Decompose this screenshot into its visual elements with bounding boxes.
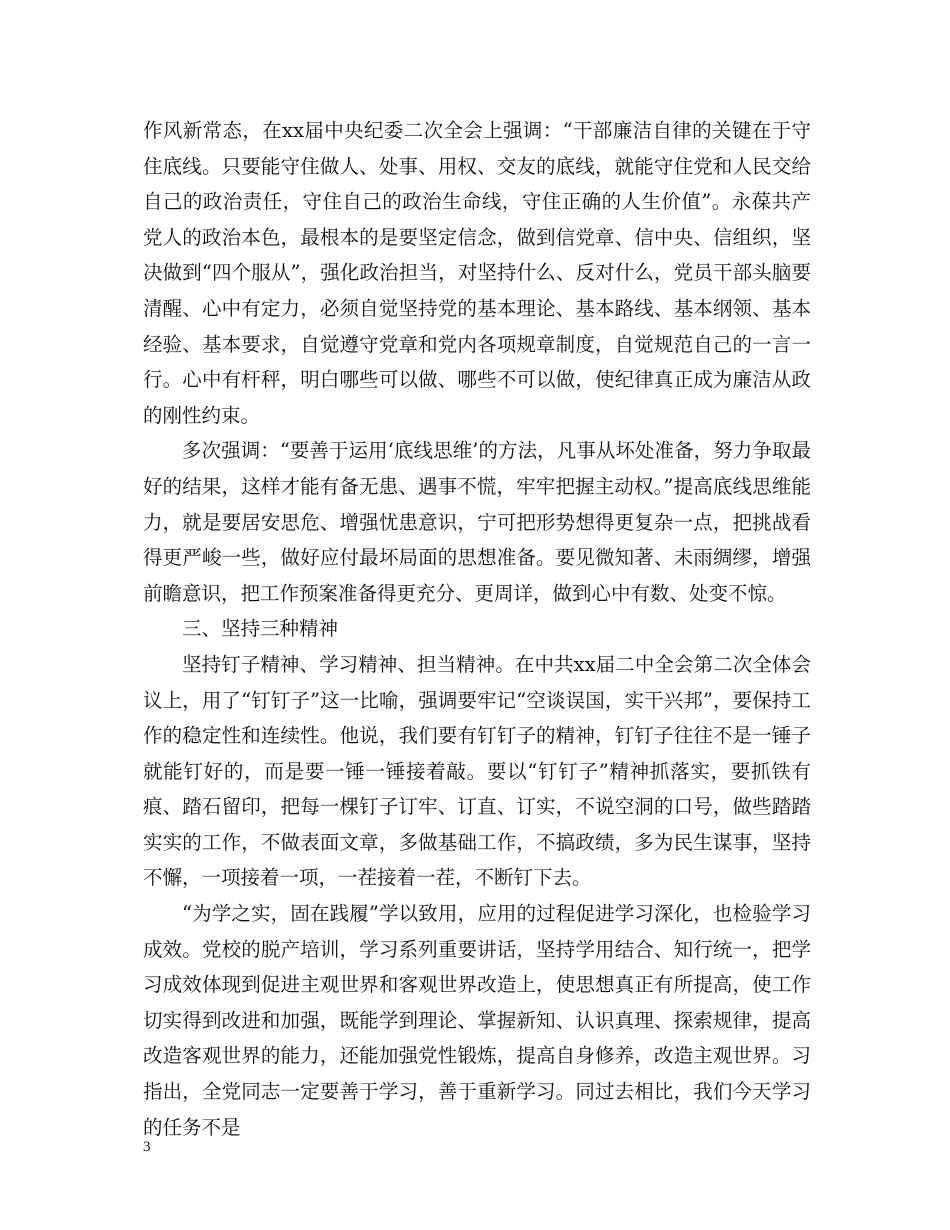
paragraph-2: 多次强调：“要善于运用‘底线思维’的方法，凡事从坏处准备，努力争取最好的结果，这样才能有备无患、遇事不慌，牢牢把握主动权。”提高底线思维能力，就是要居安思危、增强忧患意识，宁可把形势想得更复杂一点，把挑战看得更严峻一些，做好应付最坏局面的思想准备。要见微知著、未雨绸缪，增强前瞻意识，把工作预案准备得更充分、更周详，做到心中有数、处变不惊。	[143, 439, 811, 605]
page-number: 3	[143, 1139, 151, 1155]
body-text	[143, 113, 811, 1145]
paragraph-4: “为学之实，固在践履”学以致用，应用的过程促进学习深化，也检验学习成效。党校的脱产培训，学习系列重要讲话，坚持学用结合、知行统一，把学习成效体现到促进主观世界和客观世界改造上，使思想真正有所提高，使工作切实得到改进和加强，既能学到理论、掌握新知、认识真理、探索规律，提高改造客观世界的能力，还能加强党性锻炼，提高自身修养，改造主观世界。习指出，全党同志一定要善于学习，善于重新学习。同过去相比，我们今天学习的任务不是	[143, 902, 811, 1139]
paragraph-1: 作风新常态，在xx届中央纪委二次全会上强调：“干部廉洁自律的关键在于守住底线。只要能守住做人、处事、用权、交友的底线，就能守住党和人民交给自己的政治责任，守住自己的政治生命线，守住正确的人生价值”。永葆共产党人的政治本色，最根本的是要坚定信念，做到信党章、信中央、信组织，坚决做到“四个服从”，强化政治担当，对坚持什么、反对什么，党员干部头脑要清醒、心中有定力，必须自觉坚持党的基本理论、基本路线、基本纲领、基本经验、基本要求，自觉遵守党章和党内各项规章制度，自觉规范自己的一言一行。心中有杆秤，明白哪些可以做、哪些不可以做，使纪律真正成为廉洁从政的刚性约束。	[143, 119, 811, 427]
section-heading: 三、坚持三种精神	[182, 617, 339, 641]
paragraph-3: 坚持钉子精神、学习精神、担当精神。在中共xx届二中全会第二次全体会议上，用了“钉钉子”这一比喻，强调要牢记“空谈误国，实干兴邦”，要保持工作的稳定性和连续性。他说，我们要有钉钉子的精神，钉钉子往往不是一锤子就能钉好的，而是要一锤一锤接着敲。要以“钉钉子”精神抓落实，要抓铁有痕、踏石留印，把每一棵钉子订牢、订直、订实，不说空洞的口号，做些踏踏实实的工作，不做表面文章，多做基础工作，不搞政绩，多为民生谋事，坚持不懈，一项接着一项，一茬接着一茬，不断钉下去。	[143, 652, 811, 890]
